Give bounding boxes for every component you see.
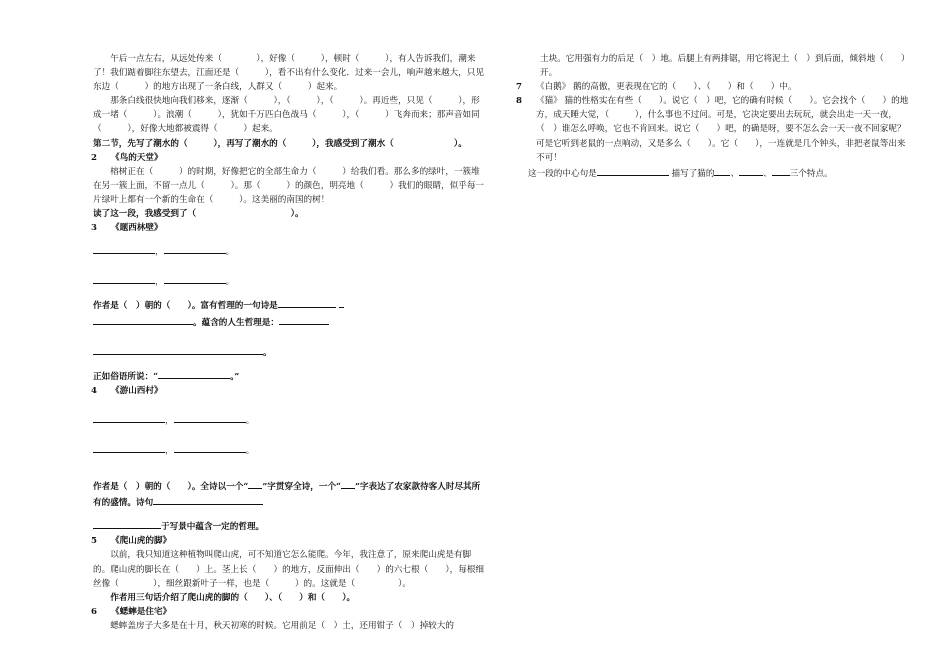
section-title: 《蟋蟀是住宅》 xyxy=(111,606,172,617)
goose-question: 《白鹅》 鹅的高傲，更表现在它的（ ）、（ ）和（ ）中。 xyxy=(536,82,797,93)
section-3 xyxy=(93,221,485,235)
proverb-line: 正如俗语所说：“ 。” xyxy=(93,368,485,384)
poem-philosophy: 于写景中蕴含一定的哲理。 xyxy=(93,518,485,534)
answer-blank[interactable] xyxy=(341,478,355,489)
answer-blank[interactable] xyxy=(597,165,669,176)
answer-blank[interactable] xyxy=(93,314,193,325)
section-title: 《游山西村》 xyxy=(111,385,163,396)
answer-blank[interactable] xyxy=(158,368,230,379)
section-number: 6 xyxy=(91,606,97,617)
section-title: 《题西林壁》 xyxy=(111,223,163,234)
poem-question: 作者是（ ）朝的（ ）。全诗以一个“ ”字贯穿全诗，一个“ ”字表达了农家款待客人时尽其所有的盛情。诗句 xyxy=(93,478,485,510)
answer-blank[interactable] xyxy=(153,494,263,505)
section-title: 《鸟的天堂》 xyxy=(111,152,163,163)
poem-line-2: ， 。 xyxy=(93,442,485,458)
answer-blank[interactable] xyxy=(164,273,226,284)
answer-blank[interactable] xyxy=(93,442,165,453)
answer-blank[interactable] xyxy=(93,273,155,284)
section-number: 5 xyxy=(91,536,97,547)
tide-paragraph-1: 午后一点左右，从远处传来（ ），好像（ ），顿时（ ），有人告诉我们，潮来了！我们踮着脚往东望去，江面还是（ ），看不出有什么变化．过来一会儿，响声越来越大，只见东边（ ）的地方出现了一条白线，人群又（ ）起来。 xyxy=(93,54,485,93)
period: 。 xyxy=(225,247,235,258)
answer-blank[interactable] xyxy=(93,243,155,254)
cricket-paragraph: 蟋蟀盖房子大多是在十月，秋天初寒的时候。它用前足（ ）土，还用钳子（ ）掉较大的 xyxy=(110,620,454,631)
ivy-question: 作者用三句话介绍了爬山虎的脚的（ ）、（ ）和（ ）。 xyxy=(110,592,356,603)
poem-question-cont: 。蕴含的人生哲理是： xyxy=(93,314,485,330)
comma: ， xyxy=(155,277,164,288)
section-title: 《爬山虎的脚》 xyxy=(111,536,172,547)
answer-blank[interactable] xyxy=(248,478,262,489)
right-column xyxy=(518,52,914,181)
section-number: 7 xyxy=(516,82,522,93)
answer-blank[interactable] xyxy=(164,243,226,254)
tide-question: 第二节，先写了潮水的（ ），再写了潮水的（ ），我感受到了潮水（ ）。 xyxy=(93,138,467,149)
poem-line-1 xyxy=(93,243,485,259)
banyan-question: 读了这一段，我感受到了（ ）。 xyxy=(93,209,304,220)
answer-blank[interactable] xyxy=(739,165,763,176)
section-number: 3 xyxy=(91,223,97,234)
answer-blank[interactable] xyxy=(93,412,165,423)
section-6 xyxy=(93,605,485,619)
section-number: 8 xyxy=(516,96,522,107)
period: 。 xyxy=(225,277,235,288)
left-column xyxy=(93,52,485,633)
banyan-paragraph: 榕树正在（ ）的时期，好像把它的全部生命力（ ）给我们看。那么多的绿叶，一簇堆在另一簇上面，不留一点儿（ ）。那（ ）的颜色，明亮地（ ）我们的眼睛，似乎每一片绿叶上都有一个新的生命在（ ）。这美丽的南国的树！ xyxy=(93,166,485,205)
answer-blank[interactable] xyxy=(174,412,246,423)
section-7 xyxy=(518,80,914,94)
answer-blank[interactable] xyxy=(93,518,161,529)
answer-blank[interactable] xyxy=(339,297,344,308)
poem-line-2 xyxy=(93,273,485,289)
cat-paragraph: 《猫》 猫的性格实在有些（ ）。说它（ ）吧，它的确有时候（ ）。它会找个（ ）的地方，成天睡大觉，（ ），什么事也不过问。可是，它决定要出去玩玩，就会出走一天一夜，（ ）谁怎么呼唤，它也不肯回来。说它（ ）吧，的确是呀，要不怎么会一天一夜不回家呢？可是它听到老鼠的一点响动，又是多么（ ）。它（ ），一连就是几个钟头，非把老鼠等出来不可！ xyxy=(536,96,909,163)
answer-blank[interactable] xyxy=(279,314,329,325)
comma: ， xyxy=(155,247,164,258)
answer-blank[interactable] xyxy=(278,297,336,308)
cricket-paragraph-cont: 土块。它用强有力的后足（ ）地。后腿上有两排锯，用它将泥土（ ）到后面，倾斜地（ ）开。 xyxy=(540,54,910,79)
poem-philosophy: 。 xyxy=(93,344,485,360)
section-5 xyxy=(93,534,485,548)
answer-blank[interactable] xyxy=(93,344,263,355)
poem-question: 作者是（ ）朝的（ ）。富有哲理的一句诗是 xyxy=(93,297,485,313)
section-number: 4 xyxy=(91,385,97,396)
tide-paragraph-2: 那条白线很快地向我们移来，逐渐（ ），（ ），（ ）。再近些，只见（ ），形成一堵（ ）。浪潮（ ），犹如千万匹白色战马（ ），（ ）飞奔而来；那声音如同（ ），好像大地都被震得（ ）起来。 xyxy=(93,96,480,135)
answer-blank[interactable] xyxy=(714,165,730,176)
cat-summary: 这一段的中心句是 描写了猫的 、 、 三个特点。 xyxy=(518,165,914,181)
ivy-paragraph: 以前，我只知道这种植物叫爬山虎，可不知道它怎么能爬。今年，我注意了，原来爬山虎是有脚的。爬山虎的脚长在（ ）上。茎上长（ ）的地方，反面伸出（ ）的六七根（ ），每根细丝像（ ），细丝跟新叶子一样，也是（ ）的。这就是（ ）。 xyxy=(93,550,485,589)
section-2 xyxy=(93,151,485,165)
section-number: 2 xyxy=(91,152,97,163)
section-8 xyxy=(518,94,914,164)
section-4 xyxy=(93,384,485,398)
poem-line-1: ， 。 xyxy=(93,412,485,428)
answer-blank[interactable] xyxy=(772,165,790,176)
answer-blank[interactable] xyxy=(174,442,246,453)
